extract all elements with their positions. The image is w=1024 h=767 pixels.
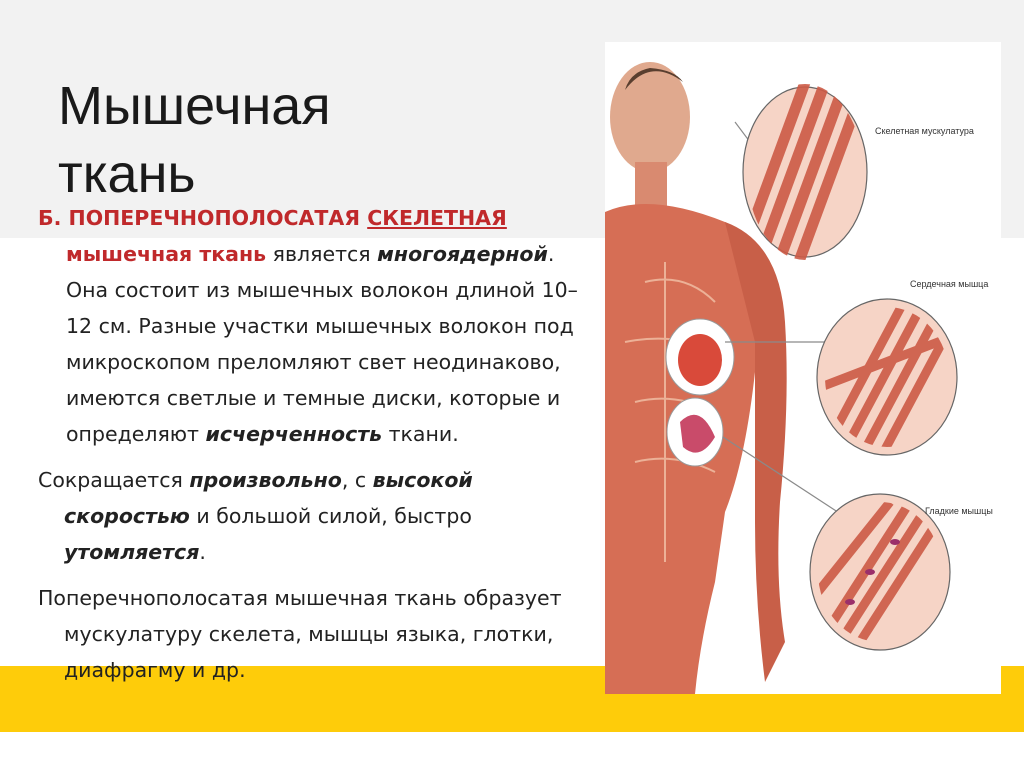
smooth-muscle-magnified xyxy=(810,494,950,650)
text-muscle-tissue: мышечная ткань xyxy=(66,242,267,266)
text-segment: является xyxy=(266,242,378,266)
anatomy-illustration xyxy=(605,42,1001,694)
text-segment: и большой силой, быстро xyxy=(189,504,472,528)
paragraph-composition: Поперечнополосатая мышечная ткань образует мускулатуру скелета, мышцы языка, глотки, диафрагму и др. xyxy=(38,586,562,682)
text-high-speed: высокой скоростью xyxy=(64,468,473,528)
text-segment: . Она состоит из мышечных волокон длиной 10–12 см. Разные участки мышечных волокон под микроскопом преломляют свет неодинаково, имеются светлые и темные диски, которые и определяют xyxy=(66,242,578,446)
label-skeletal-muscle: Скелетная мускулатура xyxy=(875,126,974,136)
slide-title: Мышечная ткань xyxy=(58,76,331,204)
text-segment: Сокращается xyxy=(38,468,190,492)
slide-body xyxy=(38,200,598,698)
label-cardiac-muscle: Сердечная мышца xyxy=(910,279,989,289)
paragraph-skeletal-muscle xyxy=(38,200,598,452)
paragraph-contraction xyxy=(38,462,598,570)
text-prefix: Б. ПОПЕРЕЧНОПОЛОСАТАЯ xyxy=(38,206,368,230)
text-fatigues: утомляется xyxy=(64,540,200,564)
text-multinuclear: многоядерной xyxy=(377,242,548,266)
muscle-anatomy-figure xyxy=(605,42,1001,694)
cardiac-muscle-magnified xyxy=(817,299,961,457)
label-smooth-muscle: Гладкие мышцы xyxy=(925,506,993,516)
text-skeletal: СКЕЛЕТНАЯ xyxy=(367,206,507,230)
text-segment: ткани. xyxy=(382,422,459,446)
text-voluntarily: произвольно xyxy=(189,468,342,492)
skeletal-muscle-magnified xyxy=(737,77,867,267)
text-segment: . xyxy=(199,540,206,564)
text-striation: исчерченность xyxy=(205,422,383,446)
text-segment: , с xyxy=(341,468,373,492)
